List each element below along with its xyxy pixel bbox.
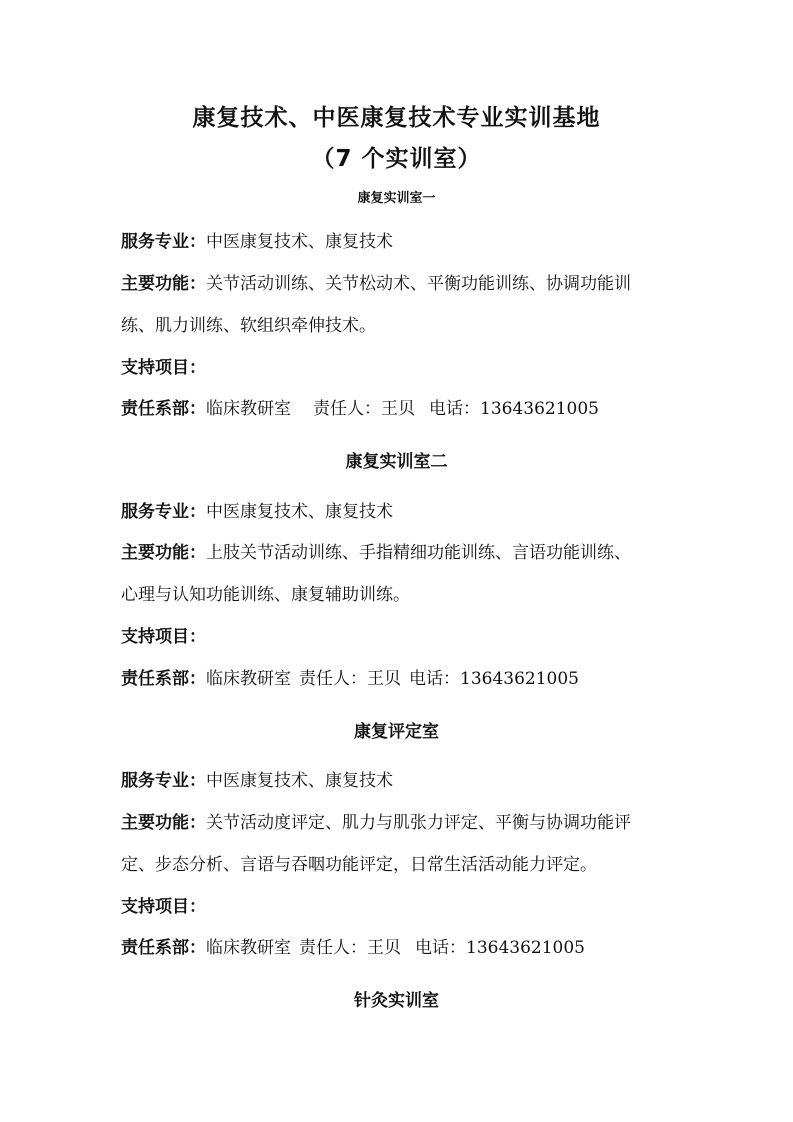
room-1-dept [121,398,681,420]
person-value: 王贝 [367,938,401,958]
function-label: 主要功能： [121,274,206,294]
function-value: 关节活动训练、关节松动术、平衡功能训练、协调功能训 [206,274,631,294]
room-2-function-cont: 心理与认知功能训练、康复辅助训练。 [121,585,410,605]
service-value: 中医康复技术、康复技术 [206,502,393,522]
room-heading-2: 康复实训室二 [345,452,448,472]
phone-label: 电话： [409,669,460,689]
room-heading-3: 康复评定室 [354,722,439,742]
room-2-support [121,626,681,648]
dept-value: 临床教研室 [206,399,291,419]
function-label: 主要功能： [121,543,206,563]
room-2-dept [121,668,681,690]
document-subtitle: （7 个实训室） [311,146,482,172]
dept-value: 临床教研室 [206,938,291,958]
room-1-function-cont: 练、肌力训练、软组织牵伸技术。 [121,316,376,336]
room-3-support [121,896,681,918]
function-label: 主要功能： [121,813,206,833]
room-3-service [121,770,681,792]
room-heading-1: 康复实训室一 [357,191,436,206]
room-2-service [121,501,681,523]
phone-label: 电话： [415,938,466,958]
person-label: 责任人： [299,938,367,958]
person-label: 责任人： [313,399,381,419]
room-1-service [121,231,681,253]
room-3-dept [121,937,681,959]
support-label: 支持项目： [121,897,206,917]
person-value: 王贝 [381,399,415,419]
phone-value: 13643621005 [460,669,579,689]
room-3-function-cont: 定、步态分析、言语与吞咽功能评定，日常生活活动能力评定。 [121,855,597,875]
phone-value: 13643621005 [480,399,599,419]
function-value: 上肢关节活动训练、手指精细功能训练、言语功能训练、 [206,543,631,563]
person-label: 责任人： [299,669,367,689]
function-value: 关节活动度评定、肌力与肌张力评定、平衡与协调功能评 [206,813,631,833]
service-label: 服务专业： [121,232,206,252]
dept-label: 责任系部： [121,938,206,958]
support-label: 支持项目： [121,627,206,647]
dept-value: 临床教研室 [206,669,291,689]
room-3-function [121,812,681,834]
dept-label: 责任系部： [121,669,206,689]
service-value: 中医康复技术、康复技术 [206,232,393,252]
phone-label: 电话： [429,399,480,419]
dept-label: 责任系部： [121,399,206,419]
room-1-support [121,357,681,379]
document-title: 康复技术、中医康复技术专业实训基地 [192,105,601,131]
service-label: 服务专业： [121,771,206,791]
service-label: 服务专业： [121,502,206,522]
person-value: 王贝 [367,669,401,689]
room-2-function [121,542,681,564]
room-1-function [121,273,681,295]
phone-value: 13643621005 [466,938,585,958]
service-value: 中医康复技术、康复技术 [206,771,393,791]
room-heading-4: 针灸实训室 [354,991,439,1011]
support-label: 支持项目： [121,358,206,378]
